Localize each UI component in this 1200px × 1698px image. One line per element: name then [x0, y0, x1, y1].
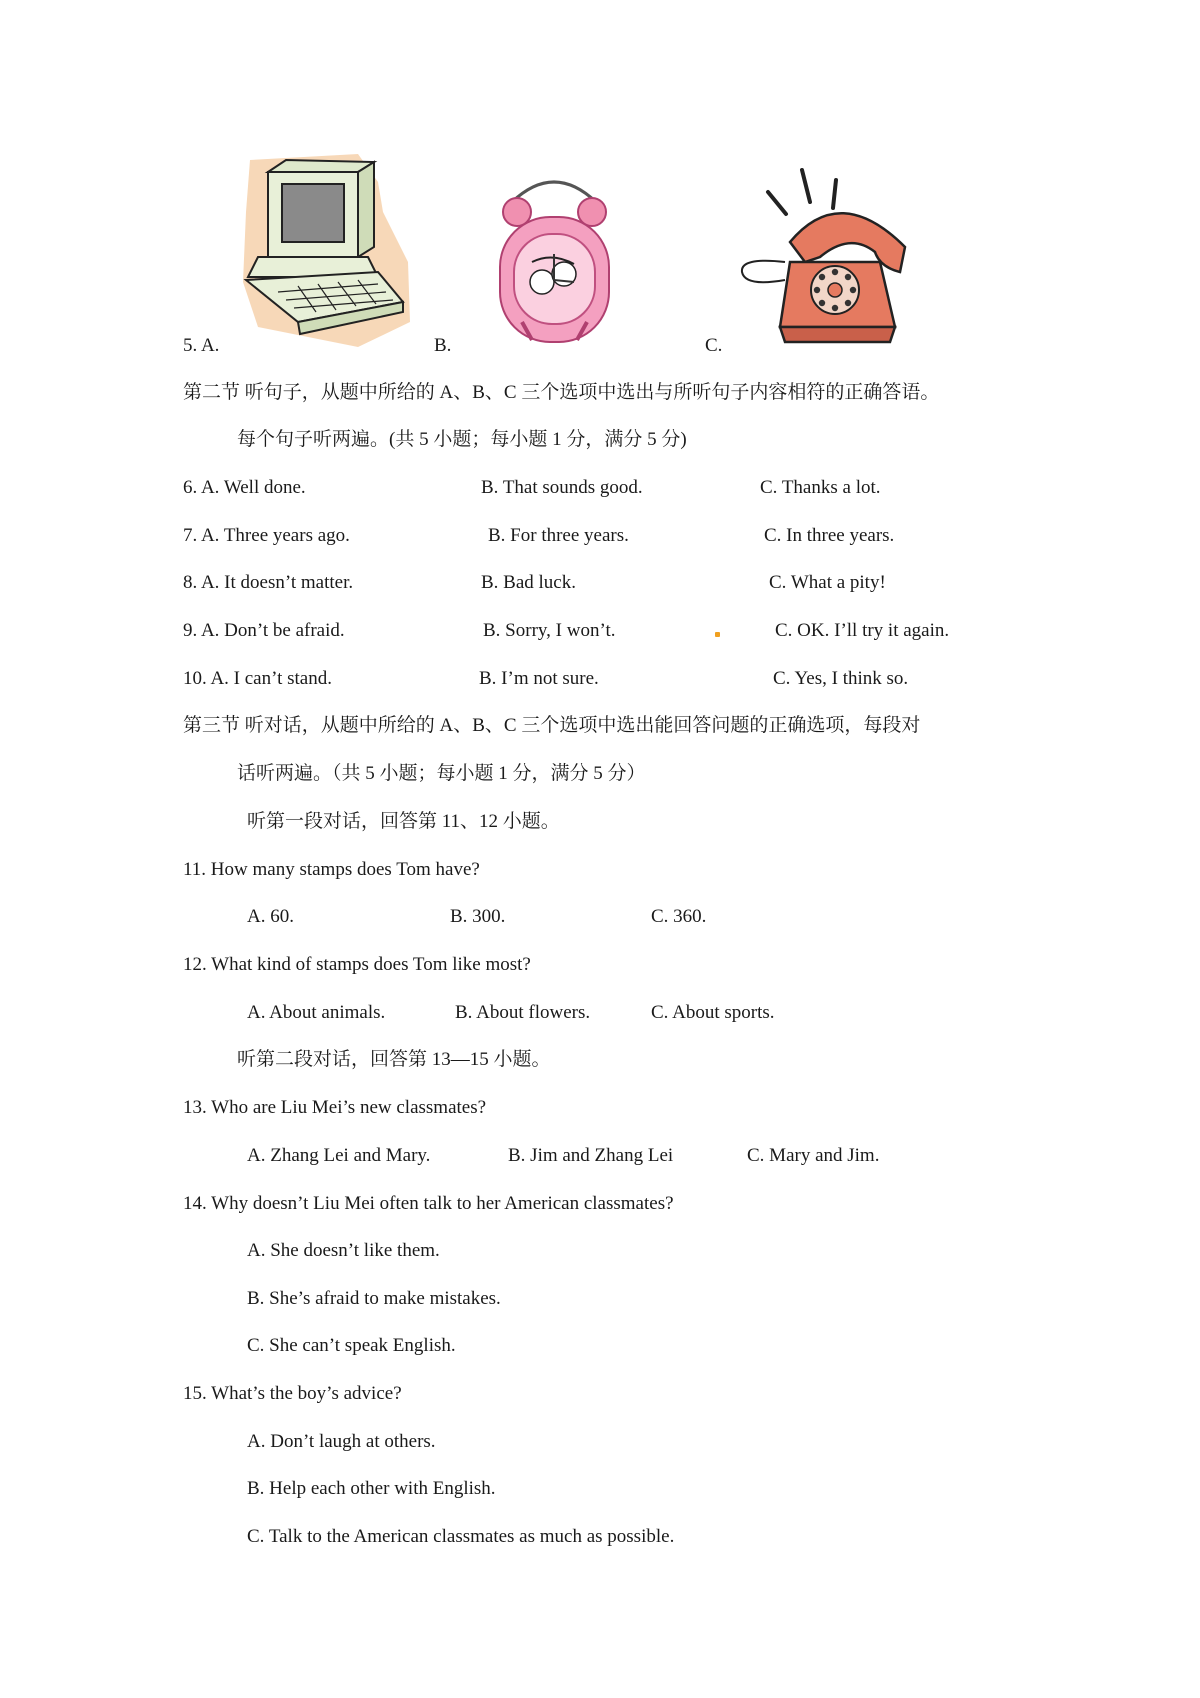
q10-option-b: B. I’m not sure. — [479, 668, 599, 689]
q12-option-a: A. About animals. — [247, 1002, 386, 1023]
stray-mark — [715, 632, 720, 637]
q7-option-b: B. For three years. — [488, 525, 629, 546]
q12-option-c: C. About sports. — [651, 1002, 775, 1023]
q8-option-a: 8. A. It doesn’t matter. — [183, 572, 354, 593]
computer-icon — [238, 152, 418, 352]
q5-number: 5. A. — [183, 335, 220, 356]
q8-option-b: B. Bad luck. — [481, 572, 576, 593]
q14-option-b: B. She’s afraid to make mistakes. — [247, 1288, 501, 1309]
q13-option-a: A. Zhang Lei and Mary. — [247, 1145, 431, 1166]
q5-option-b-label: B. — [434, 335, 452, 356]
q15-option-c: C. Talk to the American classmates as much as possible. — [247, 1526, 675, 1547]
q8-option-c: C. What a pity! — [769, 572, 886, 593]
q11-question: 11. How many stamps does Tom have? — [183, 859, 480, 880]
telephone-icon — [730, 162, 930, 357]
q9-option-c: C. OK. I’ll try it again. — [775, 620, 950, 641]
q5-option-c-label: C. — [705, 335, 723, 356]
q13-option-b: B. Jim and Zhang Lei — [508, 1145, 674, 1166]
section3-note: 话听两遍。（共 5 小题；每小题 1 分，满分 5 分） — [237, 763, 646, 784]
q15-question: 15. What’s the boy’s advice? — [183, 1383, 402, 1404]
q12-option-b: B. About flowers. — [455, 1002, 591, 1023]
q7-option-a: 7. A. Three years ago. — [183, 525, 350, 546]
q11-option-c: C. 360. — [651, 906, 707, 927]
section2-note: 每个句子听两遍。(共 5 小题；每小题 1 分，满分 5 分) — [237, 429, 687, 450]
q14-option-a: A. She doesn’t like them. — [247, 1240, 440, 1261]
section3-title: 第三节 听对话，从题中所给的 A、B、C 三个选项中选出能回答问题的正确选项，每段对 — [183, 715, 921, 736]
q14-question: 14. Why doesn’t Liu Mei often talk to her American classmates? — [183, 1193, 674, 1214]
q7-option-c: C. In three years. — [764, 525, 895, 546]
q11-option-a: A. 60. — [247, 906, 294, 927]
dialog1-instruction: 听第一段对话，回答第 11、12 小题。 — [247, 811, 560, 832]
q10-option-c: C. Yes, I think so. — [773, 668, 909, 689]
q9-option-a: 9. A. Don’t be afraid. — [183, 620, 345, 641]
q9-option-b: B. Sorry, I won’t. — [483, 620, 616, 641]
section2-title: 第二节 听句子，从题中所给的 A、B、C 三个选项中选出与所听句子内容相符的正确答语。 — [183, 382, 940, 403]
q13-question: 13. Who are Liu Mei’s new classmates? — [183, 1097, 487, 1118]
q6-option-a: 6. A. Well done. — [183, 477, 306, 498]
q15-option-b: B. Help each other with English. — [247, 1478, 496, 1499]
q6-option-c: C. Thanks a lot. — [760, 477, 881, 498]
q6-option-b: B. That sounds good. — [481, 477, 643, 498]
alarm-clock-icon — [492, 172, 617, 352]
q13-option-c: C. Mary and Jim. — [747, 1145, 880, 1166]
q10-option-a: 10. A. I can’t stand. — [183, 668, 332, 689]
q14-option-c: C. She can’t speak English. — [247, 1335, 456, 1356]
q12-question: 12. What kind of stamps does Tom like most? — [183, 954, 531, 975]
dialog2-instruction: 听第二段对话，回答第 13—15 小题。 — [237, 1049, 551, 1070]
q11-option-b: B. 300. — [450, 906, 506, 927]
q15-option-a: A. Don’t laugh at others. — [247, 1431, 436, 1452]
